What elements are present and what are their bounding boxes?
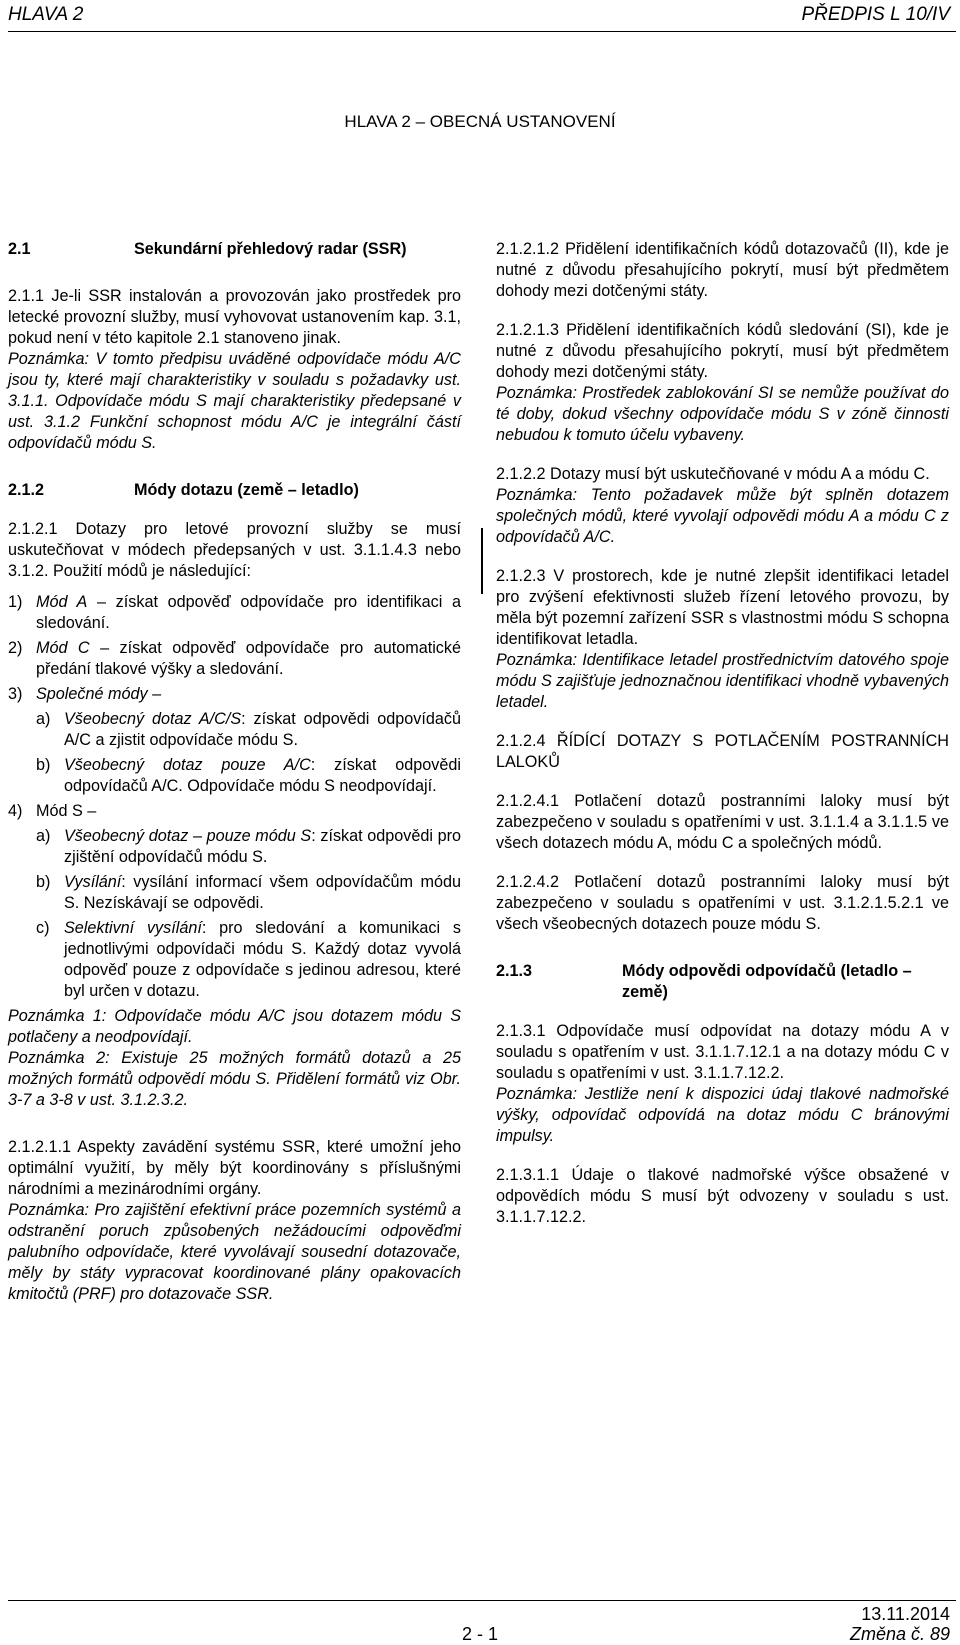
right-column	[496, 239, 949, 1228]
list-desc: : získat odpovědi odpovídačů A/C a zjistit odpovídače módu S.	[64, 710, 461, 749]
list-text: Mód S –	[36, 802, 97, 820]
list-item	[8, 592, 461, 634]
paragraph-2-1-3-1: 2.1.3.1 Odpovídače musí odpovídat na dotazy módu A v souladu s opatřením v ust. 3.1.1.7.12.1 a na dotazy módu C v souladu s opatřeními v ust. 3.1.1.7.12.2.	[496, 1022, 949, 1082]
list-desc: – získat odpověď odpovídače pro identifikaci a sledování.	[36, 593, 461, 632]
section-heading-2-1-3	[496, 961, 949, 1003]
footer-date: 13.11.2014	[861, 1604, 950, 1624]
page-number: 2 - 1	[461, 1624, 499, 1644]
note-2-1-2-1-3: Poznámka: Prostředek zablokování SI se nemůže používat do té doby, dokud všechny odpovídače módu S v zóně činnosti nebudou k tomuto účelu vybaveny.	[496, 384, 949, 444]
list-term: Všeobecný dotaz A/C/S	[64, 710, 242, 728]
paragraph-2-1-3-1-1: 2.1.3.1.1 Údaje o tlakové nadmořské výšce obsažené v odpovědích módu S musí být odvozeny v souladu s ust. 3.1.1.7.12.2.	[496, 1166, 949, 1226]
list-marker: 2)	[8, 639, 23, 657]
section-number: 2.1.3	[496, 962, 533, 980]
header-rule	[8, 31, 956, 32]
list-marker: 4)	[8, 802, 23, 820]
paragraph-2-1-2-4-2: 2.1.2.4.2 Potlačení dotazů postranními laloky musí být zabezpečeno v souladu s opatřeními v ust. 3.1.2.1.5.2.1 ve všech všeobecných dotazech pouze módu S.	[496, 873, 949, 933]
paragraph-2-1-2-4-1: 2.1.2.4.1 Potlačení dotazů postranními laloky musí být zabezpečeno v souladu s opatřeními v ust. 3.1.1.4 a 3.1.1.5 ve všech dotazech módu A, módu C a společných módů.	[496, 792, 949, 852]
paragraph-2-1-1: 2.1.1 Je-li SSR instalován a provozován jako prostředek pro letecké provozní služby, musí vyhovovat ustanovením kap. 3.1, pokud není v této kapitole 2.1 stanoveno jinak.	[8, 287, 461, 347]
paragraph-2-1-2-1: 2.1.2.1 Dotazy pro letové provozní služby se musí uskutečňovat v módech předepsaných v ust. 3.1.1.4.3 nebo 3.1.2. Použití módů je následující:	[8, 520, 461, 580]
list-item	[36, 872, 461, 914]
section-number: 2.1	[8, 240, 31, 258]
list-text	[64, 826, 461, 868]
list-marker: 3)	[8, 685, 23, 703]
list-desc: : získat odpovědi odpovídačů A/C. Odpovídače módu S neodpovídají.	[64, 756, 461, 795]
list-term: Společné módy –	[36, 685, 162, 703]
paragraph-2-1-2-1-1: 2.1.2.1.1 Aspekty zavádění systému SSR, které umožní jeho optimální využití, by měly být koordinovány s příslušnými národními a mezinárodními orgány.	[8, 1138, 461, 1198]
note-1: Poznámka 1: Odpovídače módu A/C jsou dotazem módu S potlačeny a neodpovídají.	[8, 1007, 461, 1046]
list-marker: c)	[36, 919, 50, 937]
section-title: Módy dotazu (země – letadlo)	[134, 481, 359, 499]
paragraph-2-1-2-4: 2.1.2.4 ŘÍDÍCÍ DOTAZY S POTLAČENÍM POSTRANNÍCH LALOKŮ	[496, 732, 949, 771]
amendment-label: Změna č. 89	[849, 1624, 950, 1644]
list-desc: – získat odpověď odpovídače pro automatické předání tlakové výšky a sledování.	[36, 639, 461, 678]
running-header-left: HLAVA 2	[8, 4, 84, 25]
note-2-1-2-3: Poznámka: Identifikace letadel prostřednictvím datového spoje módu S zajišťuje jednoznačnou identifikaci vhodně vybavených letadel.	[496, 651, 949, 711]
note-2: Poznámka 2: Existuje 25 možných formátů dotazů a 25 možných formátů odpovědí módu S. Přidělení formátů viz Obr. 3-7 a 3-8 v ust. 3.1.2.3.2.	[8, 1049, 461, 1109]
list-item	[8, 684, 461, 705]
section-heading-2-1-2	[8, 480, 461, 501]
list-text	[36, 638, 461, 680]
list-item	[36, 755, 461, 797]
section-title: Sekundární přehledový radar (SSR)	[134, 240, 407, 258]
paragraph-2-1-2-2: 2.1.2.2 Dotazy musí být uskutečňované v módu A a módu C.	[496, 465, 930, 483]
section-number: 2.1.2	[8, 481, 45, 499]
list-desc: : pro sledování a komunikaci s jednotlivými odpovídači módu S. Každý dotaz vyvolá odpověď pouze z odpovídače s jedinou adresou, které byl určen v dotazu.	[64, 919, 461, 1000]
list-text	[64, 872, 461, 914]
list-desc: : získat odpovědi pro zjištění odpovídačů módu S.	[64, 827, 461, 866]
list-item	[8, 801, 461, 822]
note-2-1-2-2: Poznámka: Tento požadavek může být splněn dotazem společných módů, které vyvolají odpovědi módu A a módu C z odpovídačů A/C.	[496, 486, 949, 546]
list-item	[36, 918, 461, 1002]
paragraph-2-1-2-1-2: 2.1.2.1.2 Přidělení identifikačních kódů dotazovačů (II), kde je nutné z důvodu přesahujícího pokrytí, musí být předmětem dohody mezi dotčenými státy.	[496, 240, 949, 300]
list-term: Všeobecný dotaz – pouze módu S	[64, 827, 312, 845]
paragraph-2-1-2-3: 2.1.2.3 V prostorech, kde je nutné zlepšit identifikaci letadel pro zvýšení efektivnosti služeb řízení letového provozu, by měla být pozemní zařízení SSR s vlastnostmi módu S schopna identifikovat letadla.	[496, 567, 949, 648]
list-marker: 1)	[8, 593, 23, 611]
paragraph-2-1-2-1-3: 2.1.2.1.3 Přidělení identifikačních kódů sledování (SI), kde je nutné z důvodu přesahujícího pokrytí, musí být předmětem dohody mezi dotčenými státy.	[496, 321, 949, 381]
section-title: Módy odpovědi odpovídačů (letadlo – země)	[622, 962, 912, 1001]
list-text	[64, 709, 461, 751]
list-marker: b)	[36, 756, 51, 774]
list-text	[64, 918, 461, 1002]
list-item	[36, 709, 461, 751]
change-bar	[481, 528, 483, 594]
list-desc: : vysílání informací všem odpovídačům módu S. Nezískávají se odpovědi.	[64, 873, 461, 912]
list-term: Mód A	[36, 593, 88, 611]
running-header-right: PŘEDPIS L 10/IV	[801, 4, 950, 25]
list-text	[36, 684, 461, 705]
list-term: Vysílání	[64, 873, 122, 891]
list-marker: a)	[36, 710, 51, 728]
list-item	[8, 638, 461, 680]
list-text	[36, 592, 461, 634]
footer-rule	[8, 1600, 956, 1601]
list-term: Selektivní vysílání	[64, 919, 202, 937]
left-column	[8, 239, 461, 1305]
section-heading-2-1	[8, 239, 461, 260]
list-marker: b)	[36, 873, 51, 891]
note-2-1-2-1-1: Poznámka: Pro zajištění efektivní práce pozemních systémů a odstranění poruch způsobených nežádoucími odpověďmi palubního odpovídače, které vyvolávají sousední dotazovače, měly by státy vypracovat koordinované plány opakovacích kmitočtů (PRF) pro dotazovače SSR.	[8, 1201, 461, 1303]
list-marker: a)	[36, 827, 51, 845]
list-item	[36, 826, 461, 868]
note-2-1-3-1: Poznámka: Jestliže není k dispozici údaj tlakové nadmořské výšky, odpovídač odpovídá na dotaz módu C bránovými impulsy.	[496, 1085, 949, 1145]
list-term: Mód C	[36, 639, 90, 657]
page-title: HLAVA 2 – OBECNÁ USTANOVENÍ	[344, 112, 616, 131]
list-text	[64, 755, 461, 797]
list-term: Všeobecný dotaz pouze A/C	[64, 756, 311, 774]
note-2-1-1: Poznámka: V tomto předpisu uváděné odpovídače módu A/C jsou ty, které mají charakteristiky v souladu s požadavky ust. 3.1.1. Odpovídače módu S mají charakteristiky předepsané v ust. 3.1.2 Funkční schopnost módu A/C je integrální částí odpovídačů módu S.	[8, 350, 461, 452]
